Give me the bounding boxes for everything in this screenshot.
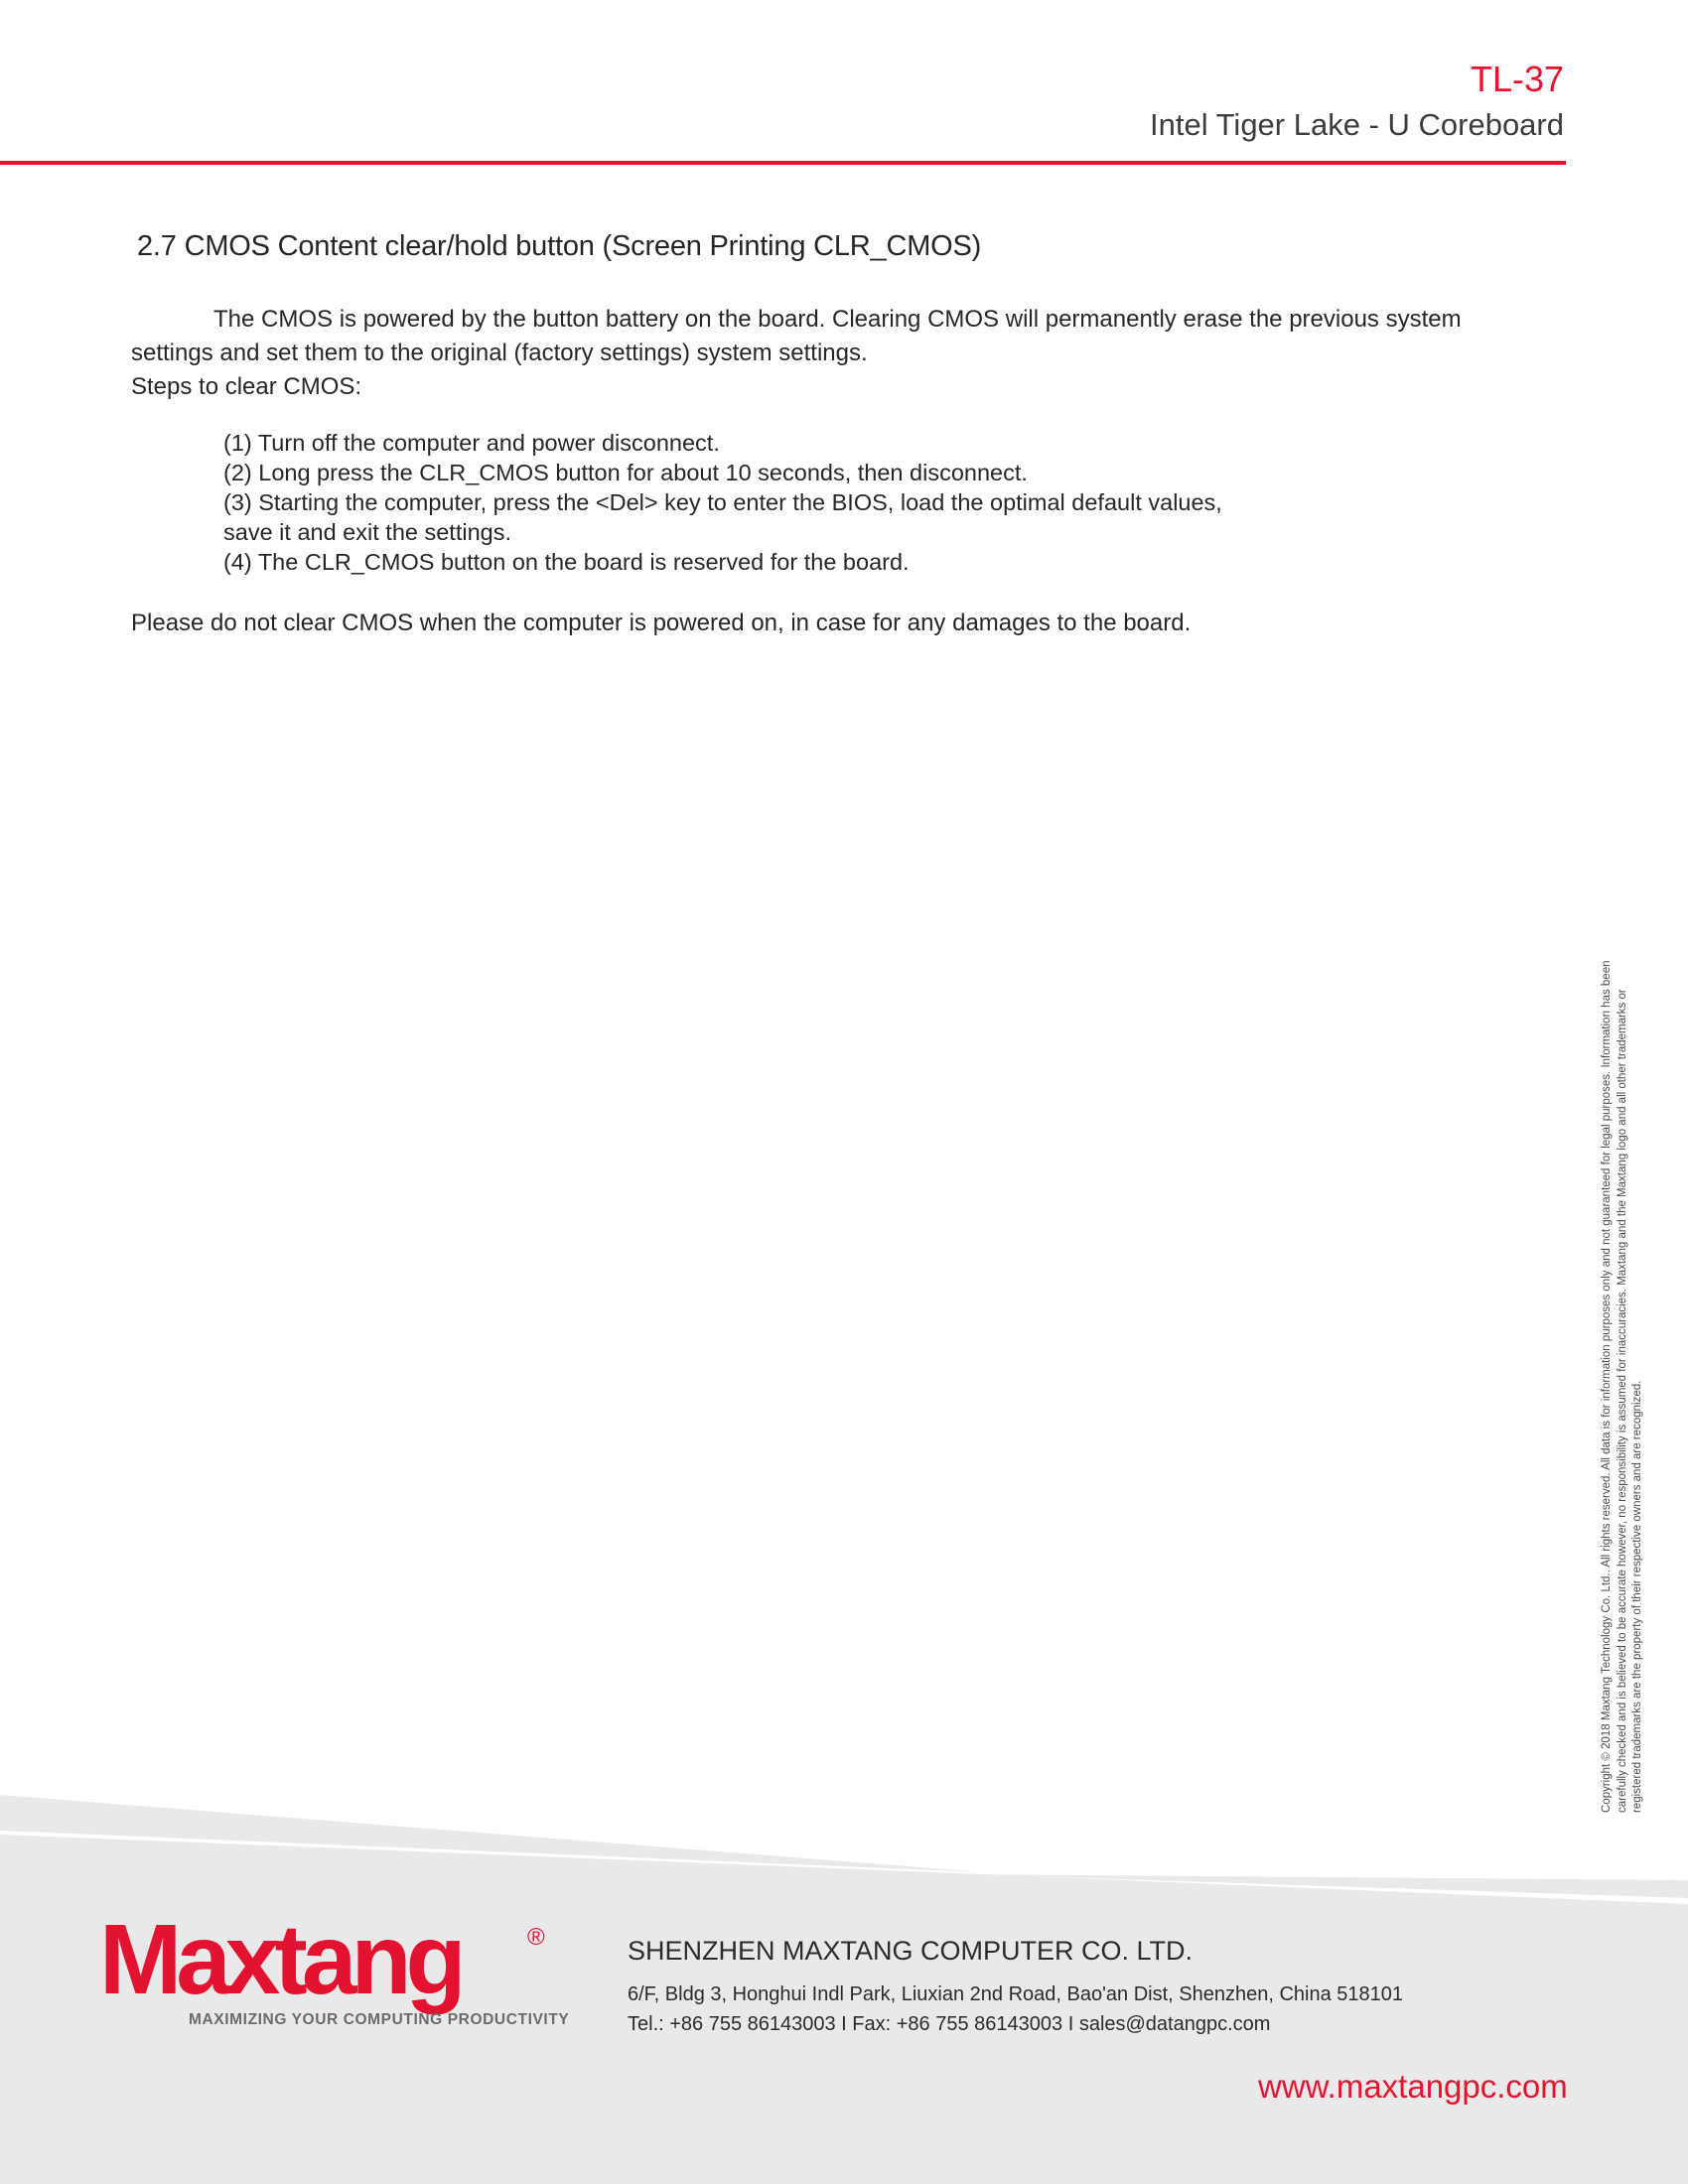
registered-trademark-icon: ® (527, 1924, 545, 1951)
intro-paragraph (131, 303, 1581, 404)
warning-note: Please do not clear CMOS when the computer is powered on, in case for any damages to the board. (131, 610, 1192, 636)
step-line: (3) Starting the computer, press the <Del> key to enter the BIOS, load the optimal default values, (223, 489, 1222, 515)
step-line: save it and exit the settings. (223, 519, 511, 545)
page-title-model: TL-37 (1470, 59, 1564, 99)
copyright-line: registered trademarks are the property of their respective owners and are recognized. (1631, 1380, 1643, 1813)
website-link[interactable]: www.maxtangpc.com (1258, 2068, 1568, 2105)
copyright-line: Copyright © 2018 Maxtang Technology Co. Ltd.. All rights reserved. All data is for information purposes only and not guaranteed for legal purposes. Information has been (1601, 960, 1613, 1813)
step-line: (1) Turn off the computer and power disconnect. (223, 430, 720, 456)
header-rule (0, 161, 1566, 165)
step-line: (4) The CLR_CMOS button on the board is reserved for the board. (223, 549, 910, 575)
paragraph-line: Steps to clear CMOS: (131, 373, 362, 400)
page-subtitle: Intel Tiger Lake - U Coreboard (1150, 107, 1564, 142)
paragraph-line: The CMOS is powered by the button battery on the board. Clearing CMOS will permanently erase the previous system (213, 306, 1462, 333)
company-name: SHENZHEN MAXTANG COMPUTER CO. LTD. (628, 1936, 1194, 1966)
steps-list (223, 428, 1222, 577)
logo-tagline: MAXIMIZING YOUR COMPUTING PRODUCTIVITY (189, 2011, 570, 2028)
company-contacts: Tel.: +86 755 86143003 I Fax: +86 755 86143003 I sales@datangpc.com (628, 2013, 1271, 2035)
section-heading: 2.7 CMOS Content clear/hold button (Screen Printing CLR_CMOS) (137, 230, 982, 262)
paragraph-line: settings and set them to the original (factory settings) system settings. (131, 340, 868, 366)
step-line: (2) Long press the CLR_CMOS button for about 10 seconds, then disconnect. (223, 460, 1028, 485)
vertical-copyright-text (1600, 889, 1647, 1813)
company-address: 6/F, Bldg 3, Honghui Indl Park, Liuxian 2nd Road, Bao'an Dist, Shenzhen, China 518101 (628, 1983, 1404, 2005)
maxtang-logo: Maxtang (99, 1904, 461, 2015)
copyright-line: carefully checked and is believed to be accurate however, no responsibility is assumed for inaccuracies. Maxtang and the Maxtang logo and all other trademarks or (1616, 989, 1628, 1813)
